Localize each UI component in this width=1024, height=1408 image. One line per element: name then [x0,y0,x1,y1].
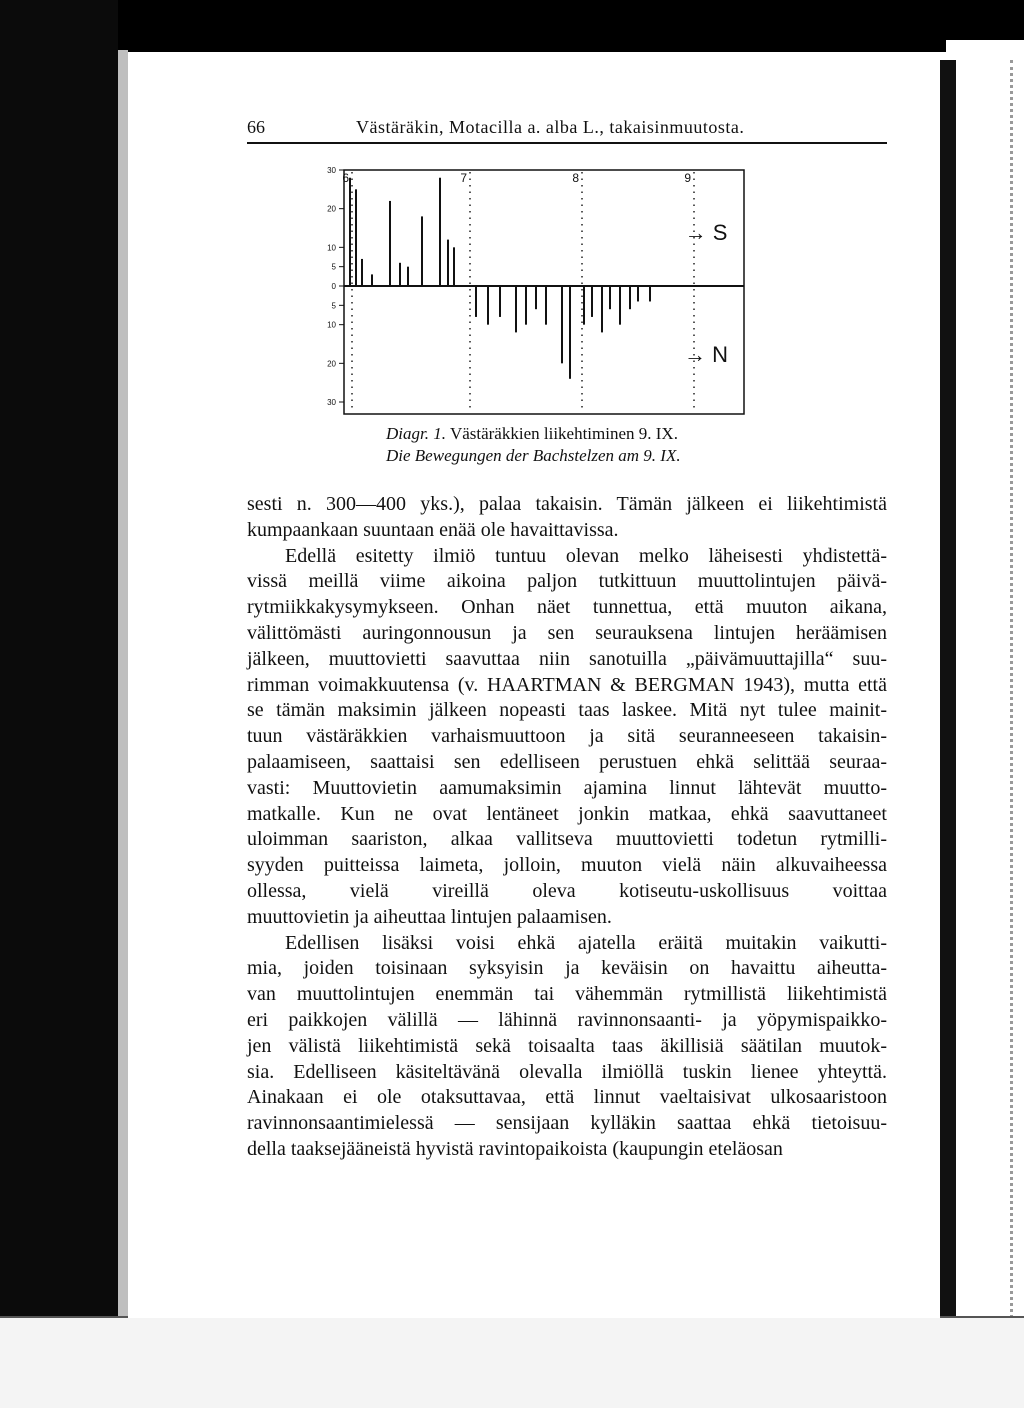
caption-fi-text: Västäräkkien liikehtiminen 9. IX. [449,424,678,443]
text-line: della taaksejääneistä hyvistä ravintopaikoista (kaupungin eteläosan [247,1137,783,1160]
text-line: Ainakaan ei ole otaksuttavaa, että linnut vaeltaisivat ulkosaaristoon [247,1086,887,1109]
y-tick-label: 10 [327,320,336,330]
chart-frame [344,170,744,414]
text-line: jen välistä liikehtimistä sekä toisaalta taas äkillisiä säätilan muutok- [247,1034,887,1057]
y-tick-label: 20 [327,204,336,214]
text-line: ravinnonsaantimielessä — sensijaan kylläkin saattaa ehkä tietoisuu- [247,1112,887,1135]
y-tick-group [327,166,344,407]
text-line: uloimman saariston, alkaa vallitseva muuttovietti todetun rytmilli- [247,828,887,851]
text-line: eri paikkojen välillä — lähinnä ravinnonsaanti- ja yöpymispaikko- [247,1008,887,1031]
text-line: ollessa, vielä vireillä oleva kotiseutu-uskollisuus voittaa [247,879,887,902]
book-spine-shadow [118,50,128,1350]
text-line: syyden puitteissa laimeta, jolloin, muuton vielä näin alkuvaiheessa [247,854,887,877]
day-label: 7 [460,171,467,185]
text-line: rimman voimakkuutensa (v. HAARTMAN & BERGMAN 1943), mutta että [247,673,887,696]
text-line: jälkeen, muuttovietti saavuttaa niin sanotuilla „päivämuuttajilla“ suu- [247,647,887,670]
text-line: mia, joiden toisinaan syksyisin ja keväisin on havaittu aiheutta- [247,957,887,980]
adjacent-page-edge [1010,60,1024,1360]
running-title: Västäräkin, Motacilla a. alba L., takaisinmuutosta. [356,117,745,137]
y-tick-label: 30 [327,166,336,175]
bar-group [350,178,650,379]
text-line: sesti n. 300—400 yks.), palaa takaisin. Tämän jälkeen ei liikehtimistä [247,493,887,515]
text-line: matkalle. Kun ne ovat lentäneet jonkin matkaa, ehkä saavuttaneet [247,802,887,825]
y-tick-label: 5 [331,262,336,272]
y-tick-label: 10 [327,243,336,253]
text-line: Edellä esitetty ilmiö tuntuu olevan melko läheisesti yhdistettä- [285,544,887,567]
text-line: välittömästi auringonnousun ja sen seurauksena lintujen heräämisen [247,621,887,644]
day-label: 8 [572,171,579,185]
text-line: palaamiseen, saattaisi sen edelliseen perustuen ehkä selittää seuraa- [247,750,887,773]
figure-caption-german: Die Bewegungen der Bachstelzen am 9. IX. [386,446,681,465]
scan-border-top [0,0,1024,52]
body-text [247,492,887,1163]
label-south: → S [684,220,728,245]
day-label: 9 [684,171,691,185]
day-group [342,171,694,412]
text-line: se tämän maksimin jälkeen nopeasti taas laskee. Mitä nyt tulee mainit- [247,699,887,722]
header-rule [247,142,887,144]
text-line: vissä meillä viime aikoina paljon tutkittuun muuttolintujen päivä- [247,570,887,593]
y-tick-label: 0 [331,282,336,291]
text-line: van muuttolintujen enemmän tai vähemmän rytmillistä liikehtimistä [247,983,887,1006]
text-line: muuttovietin ja aiheuttaa lintujen palaamisen. [247,905,612,928]
text-line: sia. Edelliseen käsiteltävänä olevalla ilmiöllä tuskin lienee yhteyttä. [247,1060,887,1083]
day-label: 6 [342,171,349,185]
caption-prefix: Diagr. 1. [386,424,446,443]
text-line: kumpaankaan suuntaan enää ole havaittavissa. [247,518,619,541]
page-number: 66 [247,117,265,137]
text-line: rytmiikkakysymykseen. Onhan näet tunnettua, että muuton aikana, [247,596,887,619]
figure-caption-finnish [386,424,766,444]
text-line: Edellisen lisäksi voisi ehkä ajatella eräitä muitakin vaikutti- [285,931,887,954]
book-edge-dark [940,60,956,1380]
scan-border-left [0,0,118,1408]
scan-border-bottom [0,1316,1024,1408]
y-tick-label: 5 [331,301,336,311]
y-tick-label: 20 [327,359,336,369]
text-line: vasti: Muuttovietin aamumaksimin ajamina linnut lähtevät muutto- [247,776,887,799]
y-tick-label: 30 [327,398,336,407]
text-line: tuun västäräkkien varhaismuuttoon ja sitä seuranneeseen takaisin- [247,725,887,748]
label-north: → N [684,342,728,367]
migration-diagram [326,162,776,418]
